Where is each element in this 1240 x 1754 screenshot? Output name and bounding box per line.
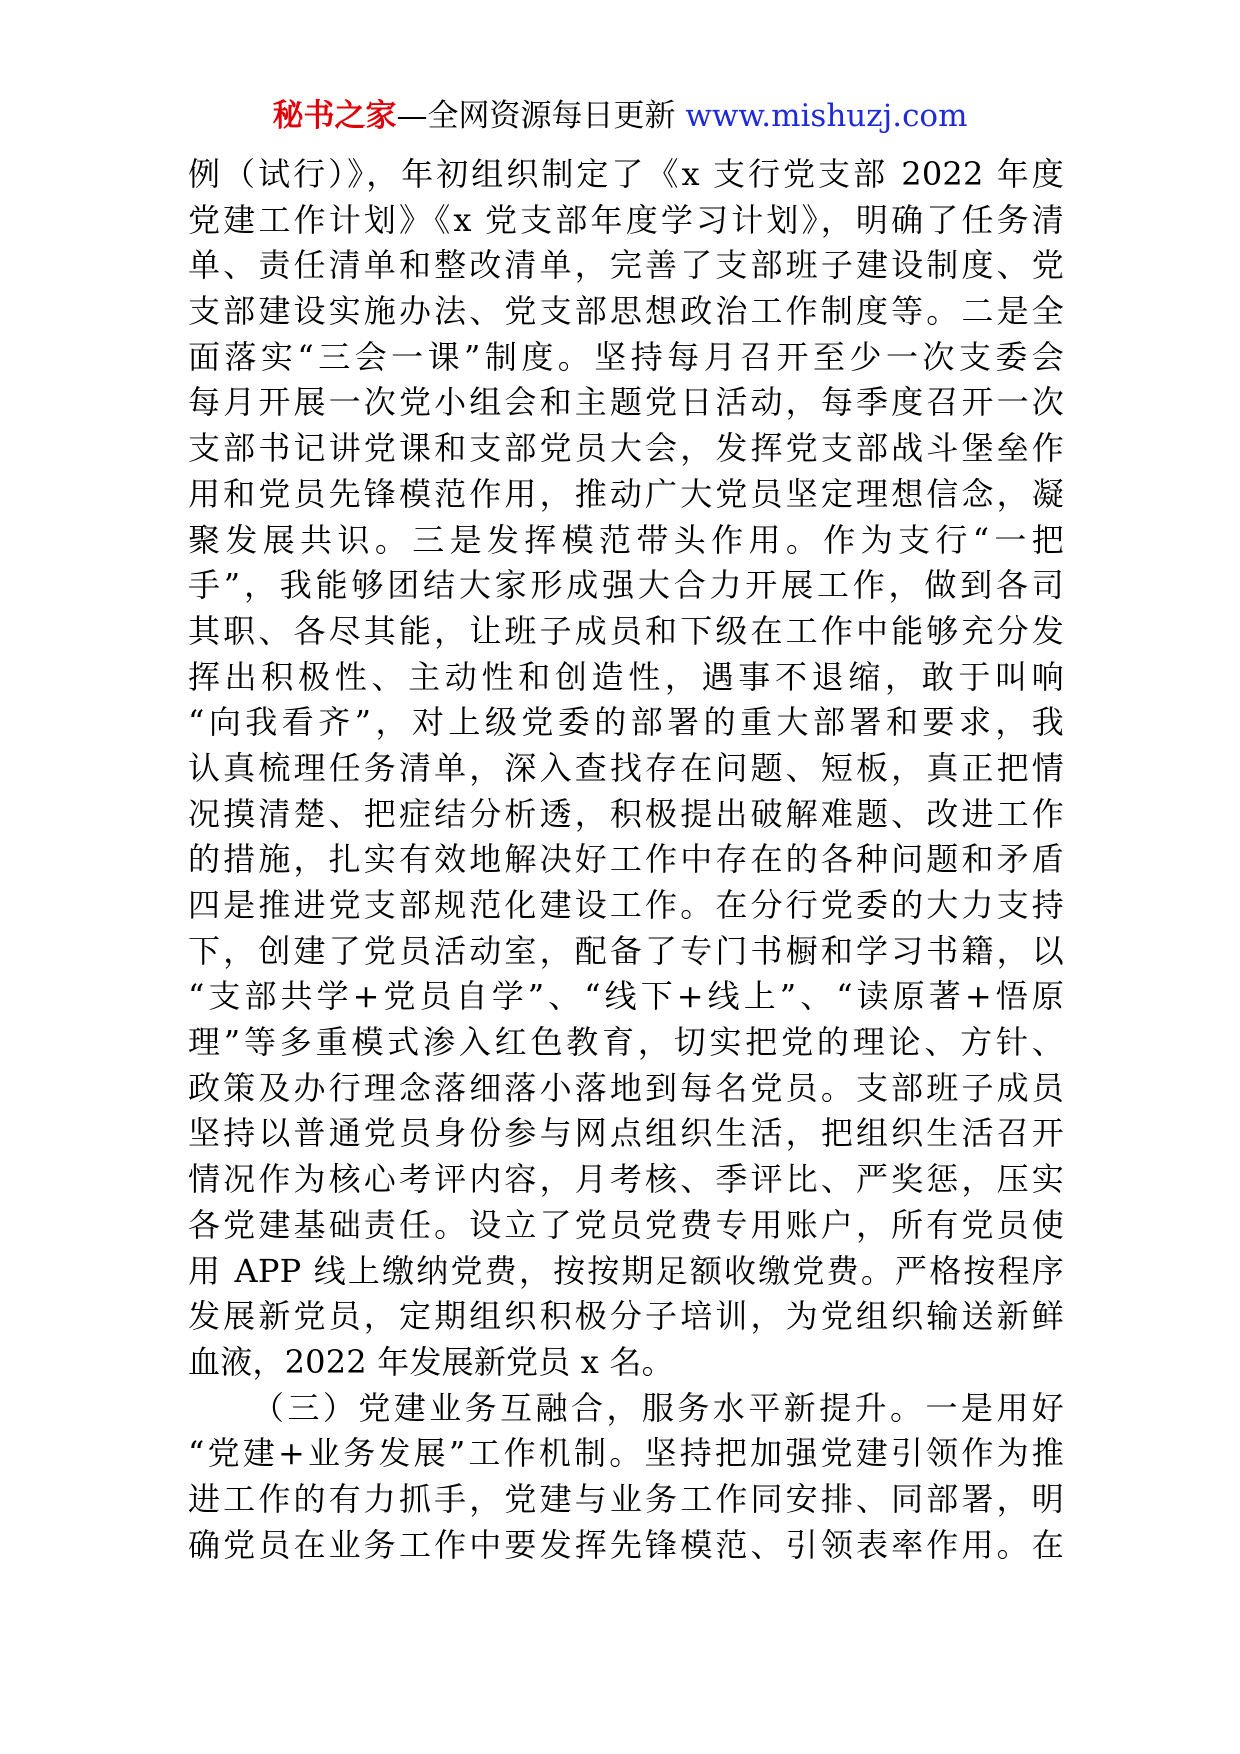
text-line: 其职、各尽其能，让班子成员和下级在工作中能够充分发 — [188, 611, 1064, 650]
text-line: 的措施，扎实有效地解决好工作中存在的各种问题和矛盾 — [188, 840, 1064, 879]
text-line: “支部共学+党员自学”、“线下+线上”、“读原著+悟原 — [188, 977, 1064, 1016]
text-line: 进工作的有力抓手，党建与业务工作同安排、同部署，明 — [188, 1479, 1064, 1518]
text-line: 确党员在业务工作中要发挥先锋模范、引领表率作用。在 — [188, 1525, 1064, 1564]
site-brand: 秘书之家 — [272, 98, 397, 134]
text-line: 支部书记讲党课和支部党员大会，发挥党支部战斗堡垒作 — [188, 429, 1064, 468]
section-heading-line: （三）党建业务互融合，服务水平新提升。一是用好 — [252, 1388, 1064, 1427]
text-line: 例（试行）》，年初组织制定了《x 支行党支部 2022 年度 — [188, 155, 1064, 193]
text-line: 发展新党员，定期组织积极分子培训，为党组织输送新鲜 — [188, 1297, 1064, 1336]
text-line: 政策及办行理念落细落小落地到每名党员。支部班子成员 — [188, 1068, 1064, 1107]
text-line: 用和党员先锋模范作用，推动广大党员坚定理想信念，凝 — [188, 474, 1064, 513]
text-line: 四是推进党支部规范化建设工作。在分行党委的大力支持 — [188, 886, 1064, 924]
document-body — [188, 152, 1064, 1568]
text-line: 各党建基础责任。设立了党员党费专用账户，所有党员使 — [188, 1205, 1064, 1244]
text-line: 挥出积极性、主动性和创造性，遇事不退缩，敢于叫响 — [188, 657, 1064, 696]
text-line: 党建工作计划》《x 党支部年度学习计划》，明确了任务清 — [188, 200, 1064, 239]
text-line: 情况作为核心考评内容，月考核、季评比、严奖惩，压实 — [188, 1160, 1064, 1199]
text-line: “向我看齐”，对上级党委的部署的重大部署和要求，我 — [188, 703, 1064, 742]
text-line: 下，创建了党员活动室，配备了专门书橱和学习书籍，以 — [188, 931, 1064, 970]
text-line: 血液，2022 年发展新党员 x 名。 — [188, 1342, 674, 1381]
text-line: 聚发展共识。三是发挥模范带头作用。作为支行“一把 — [188, 520, 1064, 559]
text-line: 每月开展一次党小组会和主题党日活动，每季度召开一次 — [188, 383, 1064, 422]
text-line: 认真梳理任务清单，深入查找存在问题、短板，真正把情 — [188, 748, 1064, 787]
text-line: 单、责任清单和整改清单，完善了支部班子建设制度、党 — [188, 246, 1064, 285]
text-line: 用 APP 线上缴纳党费，按按期足额收缴党费。严格按程序 — [188, 1251, 1064, 1290]
text-line: 况摸清楚、把症结分析透，积极提出破解难题、改进工作 — [188, 794, 1064, 833]
text-line: 支部建设实施办法、党支部思想政治工作制度等。二是全 — [188, 292, 1064, 331]
text-line: “党建+业务发展”工作机制。坚持把加强党建引领作为推 — [188, 1434, 1064, 1473]
text-line: 坚持以普通党员身份参与网点组织生活，把组织生活召开 — [188, 1114, 1064, 1153]
site-url-link[interactable]: www.mishuzj.com — [685, 98, 968, 134]
site-tagline: —全网资源每日更新 — [396, 98, 676, 134]
text-line: 面落实“三会一课”制度。坚持每月召开至少一次支委会 — [188, 337, 1064, 376]
text-line: 手”，我能够团结大家形成强大合力开展工作，做到各司 — [188, 566, 1064, 605]
text-line: 理”等多重模式渗入红色教育，切实把党的理论、方针、 — [188, 1023, 1064, 1062]
site-header — [0, 96, 1240, 136]
